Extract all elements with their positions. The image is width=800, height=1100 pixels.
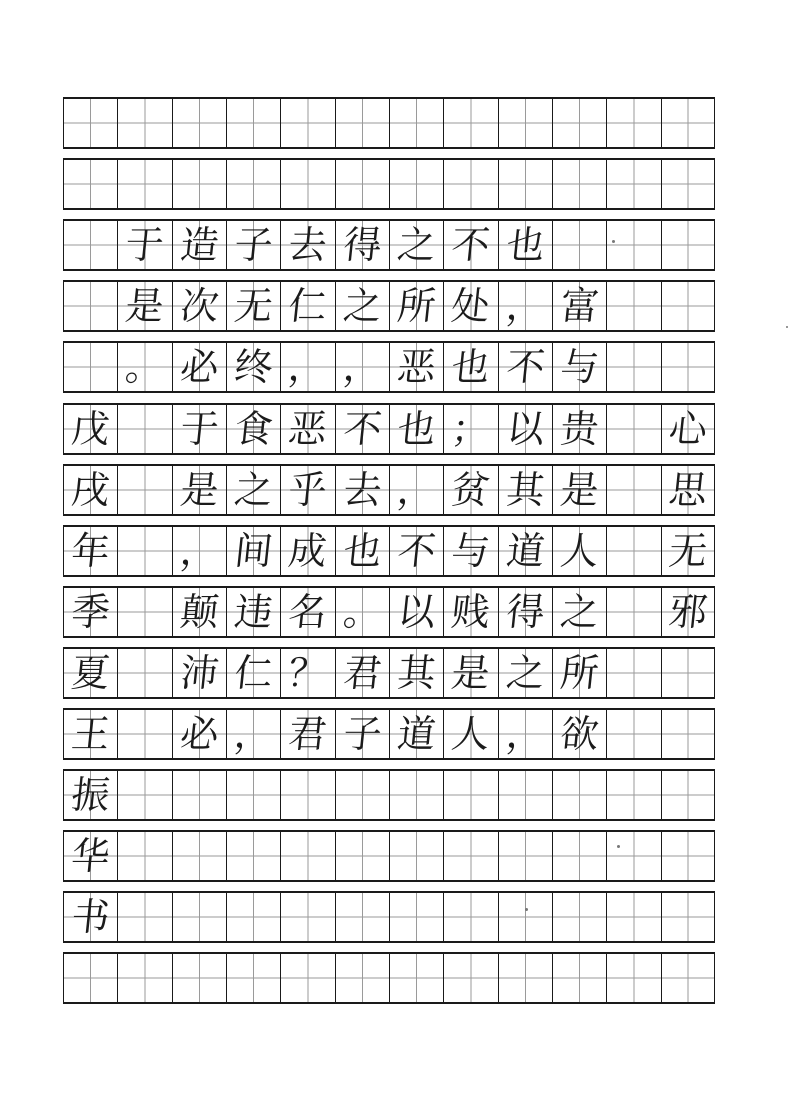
calligraphy-character: 年 [69, 528, 112, 573]
grid-cell [117, 893, 171, 941]
grid-cell [552, 710, 606, 758]
grid-cell [63, 405, 117, 453]
grid-cell [661, 221, 715, 269]
grid-cell [498, 710, 552, 758]
grid-cell [606, 282, 660, 330]
grid-cell [389, 99, 443, 147]
grid-cell [63, 99, 117, 147]
grid-row [63, 586, 715, 638]
grid-cell [443, 221, 497, 269]
grid-cell [552, 771, 606, 819]
grid-cell [552, 832, 606, 880]
grid-cell [172, 466, 226, 514]
grid-row [63, 341, 715, 393]
calligraphy-character: 华 [69, 834, 112, 879]
grid-cell [280, 771, 334, 819]
grid-cell [63, 466, 117, 514]
grid-cell [226, 99, 280, 147]
calligraphy-character: 与 [449, 528, 493, 573]
grid-cell [498, 649, 552, 697]
calligraphy-character: ， [340, 345, 384, 390]
grid-cell [226, 771, 280, 819]
grid-cell [280, 221, 334, 269]
grid-row [63, 952, 715, 1004]
grid-cell [226, 221, 280, 269]
grid-cell [661, 649, 715, 697]
grid-cell [661, 954, 715, 1002]
grid-cell [552, 343, 606, 391]
calligraphy-character: 其 [503, 467, 547, 512]
calligraphy-character: 食 [232, 406, 275, 451]
grid-cell [443, 710, 497, 758]
grid-cell [117, 710, 171, 758]
paper-speck [786, 326, 788, 328]
grid-cell [280, 954, 334, 1002]
calligraphy-character: ， [503, 712, 547, 756]
calligraphy-character: 之 [395, 223, 438, 268]
grid-cell [172, 343, 226, 391]
grid-cell [606, 649, 660, 697]
calligraphy-character: 是 [123, 284, 167, 329]
calligraphy-character: 思 [666, 467, 710, 512]
grid-cell [63, 588, 117, 636]
calligraphy-character: ？ [286, 650, 330, 695]
calligraphy-character: 与 [558, 345, 601, 390]
grid-cell [335, 282, 389, 330]
grid-cell [172, 649, 226, 697]
calligraphy-character: 心 [666, 406, 710, 451]
calligraphy-character: 贫 [449, 467, 493, 512]
grid-cell [498, 282, 552, 330]
grid-cell [661, 710, 715, 758]
calligraphy-character: 颠 [178, 589, 221, 634]
grid-cell [172, 832, 226, 880]
grid-row [63, 158, 715, 210]
grid-cell [498, 99, 552, 147]
calligraphy-character: 必 [178, 712, 221, 756]
grid-cell [335, 343, 389, 391]
calligraphy-character: 道 [395, 712, 438, 756]
grid-cell [389, 405, 443, 453]
grid-cell [226, 160, 280, 208]
grid-cell [226, 527, 280, 575]
calligraphy-character: 欲 [558, 712, 601, 756]
grid-row [63, 97, 715, 149]
grid-cell [335, 405, 389, 453]
calligraphy-character: 是 [558, 467, 601, 512]
grid-cell [280, 710, 334, 758]
grid-cell [117, 282, 171, 330]
calligraphy-character: 造 [178, 223, 221, 268]
calligraphy-character: 乎 [286, 467, 330, 512]
calligraphy-character: 也 [503, 223, 547, 268]
paper-speck [525, 908, 528, 911]
grid-cell [117, 99, 171, 147]
grid-cell [172, 405, 226, 453]
grid-cell [552, 221, 606, 269]
grid-cell [552, 649, 606, 697]
grid-cell [172, 710, 226, 758]
grid-cell [226, 405, 280, 453]
grid-cell [498, 954, 552, 1002]
grid-cell [226, 893, 280, 941]
grid-cell [498, 221, 552, 269]
grid-cell [172, 588, 226, 636]
grid-cell [443, 832, 497, 880]
grid-cell [172, 160, 226, 208]
calligraphy-character: 仁 [286, 284, 330, 329]
grid-cell [389, 282, 443, 330]
grid-cell [280, 588, 334, 636]
calligraphy-character: 以 [395, 589, 438, 634]
grid-cell [172, 771, 226, 819]
grid-cell [498, 405, 552, 453]
grid-cell [443, 160, 497, 208]
grid-cell [498, 527, 552, 575]
grid-cell [172, 99, 226, 147]
grid-cell [552, 527, 606, 575]
grid-cell [443, 588, 497, 636]
calligraphy-character: 次 [178, 284, 221, 329]
grid-cell [226, 466, 280, 514]
calligraphy-character: 无 [666, 528, 710, 573]
grid-cell [117, 954, 171, 1002]
grid-cell [117, 466, 171, 514]
grid-cell [606, 893, 660, 941]
grid-cell [606, 466, 660, 514]
grid-cell [443, 405, 497, 453]
grid-cell [226, 710, 280, 758]
grid-cell [606, 832, 660, 880]
grid-cell [117, 588, 171, 636]
calligraphy-character: 终 [232, 345, 275, 390]
grid-cell [226, 343, 280, 391]
grid-cell [498, 343, 552, 391]
calligraphy-character: 之 [340, 284, 384, 329]
grid-cell [606, 771, 660, 819]
calligraphy-character: 无 [232, 284, 275, 329]
calligraphy-character: 君 [286, 712, 330, 756]
calligraphy-character: ， [178, 528, 221, 573]
grid-cell [606, 527, 660, 575]
calligraphy-character: 其 [395, 650, 438, 695]
grid-cell [335, 99, 389, 147]
grid-cell [172, 282, 226, 330]
grid-cell [661, 588, 715, 636]
grid-cell [172, 527, 226, 575]
grid-cell [335, 954, 389, 1002]
grid-cell [606, 954, 660, 1002]
grid-cell [335, 710, 389, 758]
grid-cell [389, 954, 443, 1002]
calligraphy-character: ， [232, 712, 275, 756]
grid-row [63, 464, 715, 516]
grid-cell [389, 649, 443, 697]
grid-cell [226, 588, 280, 636]
calligraphy-character: 不 [449, 223, 493, 268]
grid-cell [117, 771, 171, 819]
calligraphy-character: ， [503, 284, 547, 329]
grid-row [63, 891, 715, 943]
grid-cell [443, 282, 497, 330]
grid-cell [63, 221, 117, 269]
calligraphy-character: 邪 [666, 589, 710, 634]
grid-cell [552, 282, 606, 330]
grid-row [63, 525, 715, 577]
grid-cell [335, 221, 389, 269]
calligraphy-character: 书 [69, 895, 112, 940]
grid-cell [63, 282, 117, 330]
grid-cell [335, 466, 389, 514]
grid-cell [389, 160, 443, 208]
calligraphy-character: 所 [558, 650, 601, 695]
grid-cell [389, 710, 443, 758]
grid-cell [552, 954, 606, 1002]
grid-cell [661, 832, 715, 880]
calligraphy-character: 去 [340, 467, 384, 512]
calligraphy-character: 贱 [449, 589, 493, 634]
calligraphy-character: 戌 [69, 467, 112, 512]
grid-cell [443, 954, 497, 1002]
calligraphy-character: 是 [449, 650, 493, 695]
grid-cell [661, 405, 715, 453]
grid-cell [63, 649, 117, 697]
calligraphy-character: 振 [69, 773, 112, 818]
calligraphy-character: 戊 [69, 406, 112, 451]
grid-cell [226, 954, 280, 1002]
calligraphy-character: 于 [178, 406, 221, 451]
calligraphy-character: 也 [449, 345, 493, 390]
grid-cell [443, 649, 497, 697]
grid-row [63, 219, 715, 271]
grid-cell [335, 771, 389, 819]
paper-speck [617, 845, 620, 848]
grid-cell [280, 527, 334, 575]
grid-cell [63, 771, 117, 819]
grid-cell [172, 221, 226, 269]
grid-cell [498, 771, 552, 819]
grid-cell [606, 221, 660, 269]
calligraphy-character: 道 [503, 528, 547, 573]
calligraphy-character: 仁 [232, 650, 275, 695]
grid-cell [117, 832, 171, 880]
grid-cell [63, 527, 117, 575]
grid-cell [335, 893, 389, 941]
calligraphy-character: 。 [123, 345, 167, 390]
grid-cell [443, 527, 497, 575]
grid-cell [280, 893, 334, 941]
calligraphy-character: 沛 [178, 650, 221, 695]
grid-cell [280, 649, 334, 697]
calligraphy-character: 也 [340, 528, 384, 573]
grid-cell [606, 99, 660, 147]
calligraphy-character: 恶 [395, 345, 438, 390]
calligraphy-character: 贵 [558, 406, 601, 451]
grid-cell [389, 771, 443, 819]
grid-row [63, 647, 715, 699]
calligraphy-character: 子 [340, 712, 384, 756]
grid-cell [226, 282, 280, 330]
grid-cell [280, 282, 334, 330]
grid-cell [606, 160, 660, 208]
grid-cell [335, 160, 389, 208]
calligraphy-character: 之 [232, 467, 275, 512]
grid-cell [335, 832, 389, 880]
grid-cell [335, 649, 389, 697]
grid-cell [443, 99, 497, 147]
calligraphy-character: 成 [286, 528, 330, 573]
grid-cell [63, 954, 117, 1002]
grid-cell [661, 771, 715, 819]
calligraphy-character: 之 [503, 650, 547, 695]
grid-cell [226, 832, 280, 880]
grid-cell [117, 221, 171, 269]
calligraphy-character: 不 [340, 406, 384, 451]
grid-cell [172, 893, 226, 941]
grid-cell [117, 649, 171, 697]
grid-cell [661, 466, 715, 514]
grid-cell [335, 527, 389, 575]
grid-cell [117, 343, 171, 391]
calligraphy-character: 也 [395, 406, 438, 451]
calligraphy-character: 人 [558, 528, 601, 573]
grid-cell [389, 343, 443, 391]
grid-row [63, 403, 715, 455]
calligraphy-character: 违 [232, 589, 275, 634]
grid-cell [389, 221, 443, 269]
grid-cell [280, 99, 334, 147]
grid-cell [661, 527, 715, 575]
grid-cell [498, 160, 552, 208]
grid-cell [280, 160, 334, 208]
grid-cell [552, 466, 606, 514]
grid-cell [552, 588, 606, 636]
grid-cell [389, 893, 443, 941]
grid-cell [389, 588, 443, 636]
grid-cell [280, 343, 334, 391]
grid-cell [63, 893, 117, 941]
calligraphy-character: 恶 [286, 406, 330, 451]
grid-cell [389, 527, 443, 575]
grid-row [63, 708, 715, 760]
grid-cell [63, 343, 117, 391]
grid-cell [280, 405, 334, 453]
calligraphy-character: 间 [232, 528, 275, 573]
grid-cell [552, 99, 606, 147]
grid-cell [280, 832, 334, 880]
calligraphy-character: ； [449, 406, 493, 451]
grid-cell [117, 405, 171, 453]
grid-cell [661, 343, 715, 391]
grid-row [63, 280, 715, 332]
grid-cell [443, 771, 497, 819]
calligraphy-character: 夏 [69, 650, 112, 695]
calligraphy-character: 。 [340, 589, 384, 634]
calligraphy-character: ， [395, 467, 438, 512]
grid-cell [606, 343, 660, 391]
grid-cell [498, 588, 552, 636]
grid-cell [498, 832, 552, 880]
grid-cell [661, 160, 715, 208]
calligraphy-character: 人 [449, 712, 493, 756]
calligraphy-character: 富 [558, 284, 601, 329]
calligraphy-character: 以 [503, 406, 547, 451]
calligraphy-character: 得 [340, 223, 384, 268]
grid-cell [552, 405, 606, 453]
calligraphy-character: 得 [503, 589, 547, 634]
grid-cell [63, 710, 117, 758]
grid-cell [661, 99, 715, 147]
calligraphy-character: 王 [69, 712, 112, 756]
calligraphy-character: 不 [395, 528, 438, 573]
grid-cell [552, 893, 606, 941]
calligraphy-character: 必 [178, 345, 221, 390]
calligraphy-character: 于 [123, 223, 167, 268]
grid-row [63, 769, 715, 821]
paper-speck [612, 240, 615, 243]
calligraphy-character: 季 [69, 589, 112, 634]
grid-cell [498, 466, 552, 514]
calligraphy-character: 名 [286, 589, 330, 634]
grid-cell [443, 343, 497, 391]
grid-cell [606, 588, 660, 636]
calligraphy-character: 是 [178, 467, 221, 512]
calligraphy-character: 不 [503, 345, 547, 390]
grid-cell [661, 893, 715, 941]
calligraphy-character: 君 [340, 650, 384, 695]
grid-cell [335, 588, 389, 636]
grid-cell [606, 405, 660, 453]
calligraphy-character: 所 [395, 284, 438, 329]
grid-cell [443, 466, 497, 514]
grid-cell [63, 160, 117, 208]
grid-cell [117, 527, 171, 575]
grid-cell [498, 893, 552, 941]
grid-cell [389, 832, 443, 880]
calligraphy-character: 子 [232, 223, 275, 268]
grid-cell [280, 466, 334, 514]
grid-cell [606, 710, 660, 758]
grid-cell [389, 466, 443, 514]
grid-cell [117, 160, 171, 208]
calligraphy-character: 之 [558, 589, 601, 634]
grid-cell [552, 160, 606, 208]
grid-cell [172, 954, 226, 1002]
grid-cell [226, 649, 280, 697]
calligraphy-character: 处 [449, 284, 493, 329]
grid-cell [661, 282, 715, 330]
calligraphy-character: ， [286, 345, 330, 390]
calligraphy-character: 去 [286, 223, 330, 268]
grid-cell [443, 893, 497, 941]
grid-row [63, 830, 715, 882]
grid-cell [63, 832, 117, 880]
